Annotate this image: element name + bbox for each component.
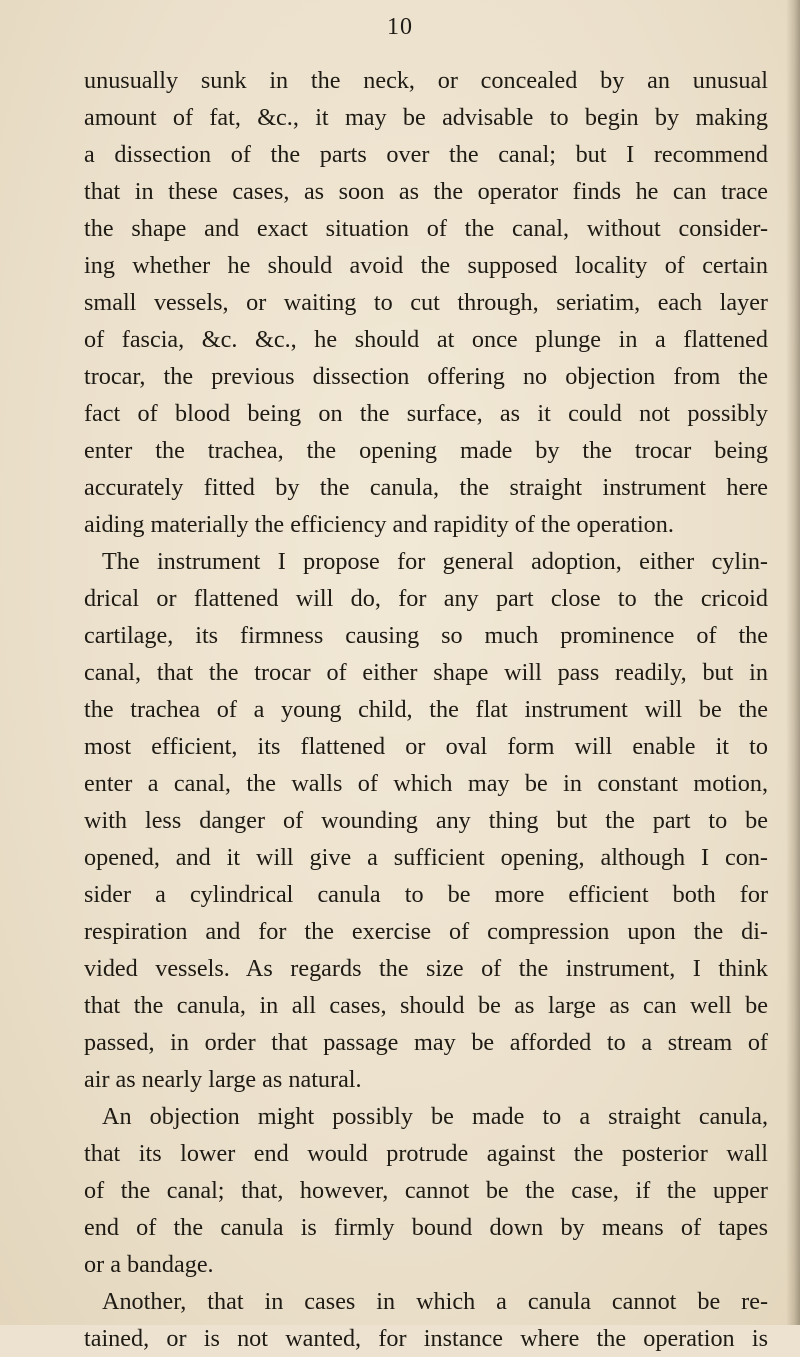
text-line: enter a canal, the walls of which may be in constant motion, (84, 770, 768, 797)
text-line: the shape and exact situation of the canal, without consider- (84, 215, 768, 242)
text-line: that its lower end would protrude against the posterior wall (84, 1140, 768, 1167)
text-line: The instrument I propose for general adoption, either cylin- (102, 548, 768, 575)
body-text (84, 62, 768, 1357)
text-line: cartilage, its firmness causing so much prominence of the (84, 622, 768, 649)
text-line: passed, in order that passage may be afforded to a stream of (84, 1029, 768, 1056)
text-line: Another, that in cases in which a canula cannot be re- (102, 1288, 768, 1315)
text-line: end of the canula is firmly bound down by means of tapes (84, 1214, 768, 1241)
text-line: trocar, the previous dissection offering no objection from the (84, 363, 768, 390)
text-line: opened, and it will give a sufficient opening, although I con- (84, 844, 768, 871)
page-edge-shadow (786, 0, 800, 1325)
text-line: or a bandage. (84, 1251, 214, 1278)
text-line: air as nearly large as natural. (84, 1066, 362, 1093)
text-line: ing whether he should avoid the supposed locality of certain (84, 252, 768, 279)
text-line: most efficient, its flattened or oval form will enable it to (84, 733, 768, 760)
text-line: the trachea of a young child, the flat instrument will be the (84, 696, 768, 723)
text-line: amount of fat, &c., it may be advisable to begin by making (84, 104, 768, 131)
text-line: accurately fitted by the canula, the straight instrument here (84, 474, 768, 501)
text-line: unusually sunk in the neck, or concealed by an unusual (84, 67, 768, 94)
text-line: that in these cases, as soon as the operator finds he can trace (84, 178, 768, 205)
text-line: drical or flattened will do, for any part close to the cricoid (84, 585, 768, 612)
text-line: An objection might possibly be made to a straight canula, (102, 1103, 768, 1130)
page-number: 10 (387, 14, 413, 40)
text-line: canal, that the trocar of either shape will pass readily, but in (84, 659, 768, 686)
text-line: a dissection of the parts over the canal; but I recommend (84, 141, 768, 168)
text-line: enter the trachea, the opening made by the trocar being (84, 437, 768, 464)
text-line: sider a cylindrical canula to be more efficient both for (84, 881, 768, 908)
text-line: that the canula, in all cases, should be as large as can well be (84, 992, 768, 1019)
text-line: aiding materially the efficiency and rapidity of the operation. (84, 511, 674, 538)
text-line: fact of blood being on the surface, as it could not possibly (84, 400, 768, 427)
text-line: respiration and for the exercise of compression upon the di- (84, 918, 768, 945)
text-line: tained, or is not wanted, for instance where the operation is (84, 1325, 768, 1352)
text-line: with less danger of wounding any thing but the part to be (84, 807, 768, 834)
text-line: of the canal; that, however, cannot be the case, if the upper (84, 1177, 768, 1204)
text-line: of fascia, &c. &c., he should at once plunge in a flattened (84, 326, 768, 353)
text-line: small vessels, or waiting to cut through, seriatim, each layer (84, 289, 768, 316)
text-line: vided vessels. As regards the size of the instrument, I think (84, 955, 768, 982)
